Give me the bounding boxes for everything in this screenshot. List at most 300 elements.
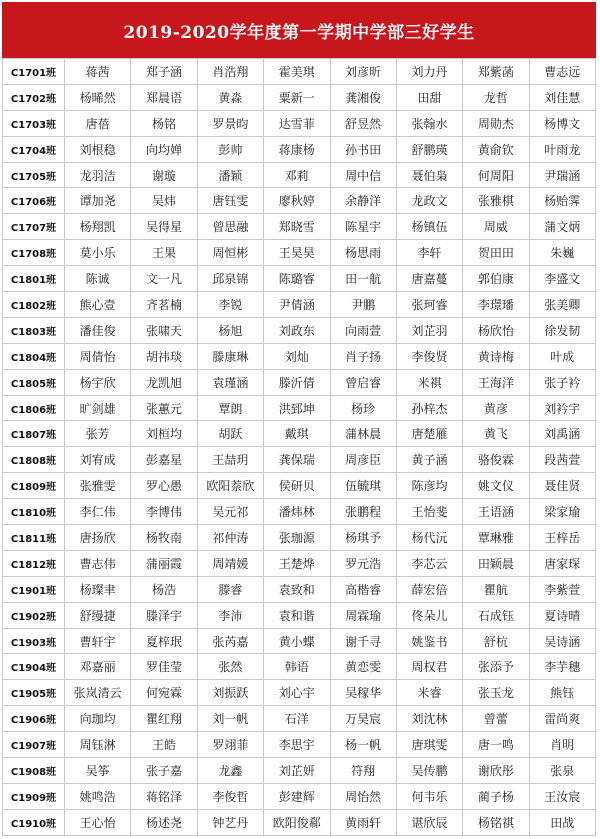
student-name: 蒲林晨 [330,421,396,447]
student-name: 曾蕾 [463,706,529,732]
student-name: 高楷睿 [330,576,396,602]
student-name: 王梓岳 [529,525,595,551]
student-name: 张芮嘉 [197,628,263,654]
student-name: 夏诗晴 [529,602,595,628]
student-name: 刘沈林 [396,706,462,732]
class-label: C1708班 [3,240,65,266]
student-name: 黄子涵 [396,447,462,473]
class-label: C1802班 [3,292,65,318]
student-name: 杨思雨 [330,240,396,266]
student-name: 张玉龙 [463,680,529,706]
student-name: 张啸天 [131,317,197,343]
student-name: 刘灿 [264,343,330,369]
student-name: 吴炜 [131,188,197,214]
student-name: 谢璇 [131,162,197,188]
student-name: 伍毓琪 [330,473,396,499]
class-label: C1705班 [3,162,65,188]
table-row [3,550,596,576]
student-name: 王楚烨 [264,550,330,576]
student-name: 尹鹏 [330,292,396,318]
student-name: 向珈均 [65,706,131,732]
student-name: 李俊哲 [197,783,263,809]
student-name: 舒鹏瑛 [396,136,462,162]
table-row [3,628,596,654]
student-name: 李紫萱 [529,576,595,602]
student-name: 张珂睿 [396,292,462,318]
student-name: 彭帅 [197,136,263,162]
student-name: 张然 [197,654,263,680]
student-name: 黄飞 [463,421,529,447]
student-name: 万昊宸 [330,706,396,732]
student-name: 罗景昀 [197,110,263,136]
class-label: C1704班 [3,136,65,162]
student-name: 田甜 [396,84,462,110]
student-name: 刘力丹 [396,59,462,85]
student-name: 郭伯康 [463,266,529,292]
student-name: 杨镇伍 [396,214,462,240]
student-name: 杨贻霁 [529,188,595,214]
student-name: 刘芷羽 [396,317,462,343]
student-name: 邓莉 [264,162,330,188]
student-name: 李思宇 [264,732,330,758]
table-row [3,110,596,136]
student-name: 王昊昊 [264,240,330,266]
student-name: 周勋杰 [463,110,529,136]
student-name: 滕沂倩 [264,369,330,395]
student-name: 王汝宸 [529,783,595,809]
student-name: 张泉 [529,758,595,784]
student-name: 谢千寻 [330,628,396,654]
student-name: 曹志远 [529,59,595,85]
student-name: 吴筝 [65,758,131,784]
student-name: 谢欣彤 [463,758,529,784]
student-name: 齐茗楠 [131,292,197,318]
student-name: 杨一帆 [330,732,396,758]
student-name: 杨述尧 [131,809,197,835]
table-row [3,84,596,110]
table-row [3,59,596,85]
student-name: 陈璐睿 [264,266,330,292]
student-name: 李盛文 [529,266,595,292]
table-row [3,809,596,835]
student-name: 王语涵 [463,499,529,525]
student-name: 唐楚雁 [396,421,462,447]
student-name: 王皓 [131,732,197,758]
student-name: 余静洋 [330,188,396,214]
student-name: 唐一鸣 [463,732,529,758]
table-row [3,188,596,214]
table-row [3,654,596,680]
student-name: 旷剑雄 [65,395,131,421]
student-name: 钟艺丹 [197,809,263,835]
class-label: C1702班 [3,84,65,110]
student-name: 覃琳雅 [463,525,529,551]
student-name: 莫小乐 [65,240,131,266]
student-name: 王海洋 [463,369,529,395]
student-name: 薛宏倍 [396,576,462,602]
student-name: 滕泽宇 [131,602,197,628]
student-name: 唐琪雯 [396,732,462,758]
student-name: 廖秋婷 [264,188,330,214]
table-row [3,473,596,499]
student-name: 段茜萱 [529,447,595,473]
student-name: 罗元浩 [330,550,396,576]
student-name: 李仁伟 [65,499,131,525]
student-name: 覃朗 [197,395,263,421]
student-name: 王果 [131,240,197,266]
table-row [3,266,596,292]
student-name: 李芯云 [396,550,462,576]
student-name: 胡祎琰 [131,343,197,369]
student-name: 肖浩翔 [197,59,263,85]
class-label: C1910班 [3,809,65,835]
student-name: 姚鉴书 [396,628,462,654]
class-label: C1908班 [3,758,65,784]
student-name: 向雨萱 [330,317,396,343]
table-row [3,499,596,525]
student-name: 滕康琳 [197,343,263,369]
student-name: 粟新一 [264,84,330,110]
class-label: C1812班 [3,550,65,576]
student-name: 罗心愚 [131,473,197,499]
student-name: 吴得星 [131,214,197,240]
class-label: C1801班 [3,266,65,292]
student-name: 邱泉锦 [197,266,263,292]
student-name: 徐发韧 [529,317,595,343]
student-name: 孙梓杰 [396,395,462,421]
student-name: 李锐 [197,292,263,318]
student-name: 欧阳俊郗 [264,809,330,835]
student-name: 周威 [463,214,529,240]
student-name: 刘桓均 [131,421,197,447]
student-name: 霍美琪 [264,59,330,85]
student-name: 朱巍 [529,240,595,266]
honor-roll-table [2,58,596,836]
student-name: 刘彦昕 [330,59,396,85]
class-label: C1811班 [3,525,65,551]
student-name: 何周阳 [463,162,529,188]
student-name: 石成钰 [463,602,529,628]
student-name: 蔺子杨 [463,783,529,809]
student-name: 叶成 [529,343,595,369]
student-name: 向均婵 [131,136,197,162]
table-row [3,680,596,706]
student-name: 龚保瑞 [264,447,330,473]
table-row [3,395,596,421]
student-name: 黄淼 [197,84,263,110]
student-name: 佟朵儿 [396,602,462,628]
student-name: 蒲文炳 [529,214,595,240]
student-name: 姚文仪 [463,473,529,499]
student-name: 张芳 [65,421,131,447]
class-label: C1808班 [3,447,65,473]
student-name: 黄彦 [463,395,529,421]
class-label: C1907班 [3,732,65,758]
student-name: 戴琪 [264,421,330,447]
student-name: 龙羽洁 [65,162,131,188]
student-name: 聂伯枭 [396,162,462,188]
student-name: 李芋穗 [529,654,595,680]
class-label: C1701班 [3,59,65,85]
student-name: 黄小蝶 [264,628,330,654]
class-label: C1901班 [3,576,65,602]
student-name: 吴元祁 [197,499,263,525]
student-name: 滕睿 [197,576,263,602]
student-name: 李沛 [197,602,263,628]
student-name: 达雪菲 [264,110,330,136]
table-row [3,317,596,343]
student-name: 杨铭 [131,110,197,136]
student-name: 张雅雯 [65,473,131,499]
student-name: 周靖媛 [197,550,263,576]
student-name: 邓嘉丽 [65,654,131,680]
student-name: 蒋铭泽 [131,783,197,809]
student-name: 王喆玥 [197,447,263,473]
student-name: 蒋康杨 [264,136,330,162]
student-name: 龙哲 [463,84,529,110]
table-row [3,706,596,732]
class-label: C1810班 [3,499,65,525]
class-label: C1804班 [3,343,65,369]
student-name: 尹瑞涵 [529,162,595,188]
class-label: C1803班 [3,317,65,343]
student-name: 周恒彬 [197,240,263,266]
student-name: 周彦臣 [330,447,396,473]
student-name: 杨浩 [131,576,197,602]
student-name: 舒缦捷 [65,602,131,628]
student-name: 郑晨语 [131,84,197,110]
honor-roll-table-body [3,59,596,836]
student-name: 曹志伟 [65,550,131,576]
student-name: 刘佳慧 [529,84,595,110]
student-name: 肖明 [529,732,595,758]
student-name: 田战 [529,809,595,835]
student-name: 何宛霖 [131,680,197,706]
student-name: 吴稼华 [330,680,396,706]
student-name: 洪郅坤 [264,395,330,421]
student-name: 符翔 [330,758,396,784]
student-name: 黄雨轩 [330,809,396,835]
table-row [3,525,596,551]
student-name: 吴传鹏 [396,758,462,784]
table-row [3,240,596,266]
student-name: 李博伟 [131,499,197,525]
student-name: 杨铭祺 [463,809,529,835]
class-label: C1706班 [3,188,65,214]
table-row [3,292,596,318]
student-name: 瞿红翔 [131,706,197,732]
student-name: 熊心壹 [65,292,131,318]
student-name: 杨琪予 [330,525,396,551]
student-name: 曾启睿 [330,369,396,395]
student-name: 唐嘉蔓 [396,266,462,292]
student-name: 梁家瑜 [529,499,595,525]
student-name: 谭加尧 [65,188,131,214]
class-label: C1904班 [3,654,65,680]
student-name: 龙凯旭 [131,369,197,395]
student-name: 田颖晨 [463,550,529,576]
class-label: C1902班 [3,602,65,628]
student-name: 聂佳贤 [529,473,595,499]
student-name: 胡跃 [197,421,263,447]
student-name: 周中信 [330,162,396,188]
student-name: 周钰淋 [65,732,131,758]
class-label: C1707班 [3,214,65,240]
student-name: 龙鑫 [197,758,263,784]
class-label: C1703班 [3,110,65,136]
student-name: 陈彦均 [396,473,462,499]
student-name: 米祺 [396,369,462,395]
student-name: 叶雨龙 [529,136,595,162]
student-name: 杨晞然 [65,84,131,110]
class-label: C1909班 [3,783,65,809]
student-name: 文一凡 [131,266,197,292]
student-name: 杨翔凯 [65,214,131,240]
student-name: 张鹏程 [330,499,396,525]
page-title: 2019-2020学年度第一学期中学部三好学生 [2,2,596,58]
student-name: 欧阳萘欣 [197,473,263,499]
student-name: 熊钰 [529,680,595,706]
student-name: 雷尚爽 [529,706,595,732]
student-name: 石洋 [264,706,330,732]
student-name: 周权君 [396,654,462,680]
student-name: 刘宥成 [65,447,131,473]
student-name: 郑晓雪 [264,214,330,240]
student-name: 姚鸣浩 [65,783,131,809]
class-label: C1903班 [3,628,65,654]
student-name: 刘振跃 [197,680,263,706]
student-name: 黄俞钦 [463,136,529,162]
student-name: 舒昱然 [330,110,396,136]
class-label: C1809班 [3,473,65,499]
student-name: 郑紫菡 [463,59,529,85]
student-name: 周倩怡 [65,343,131,369]
student-name: 唐扬欣 [65,525,131,551]
student-name: 杨璨聿 [65,576,131,602]
student-name: 周怡然 [330,783,396,809]
student-name: 杨珍 [330,395,396,421]
student-name: 侯研贝 [264,473,330,499]
student-name: 舒杭 [463,628,529,654]
student-name: 尹倩涵 [264,292,330,318]
student-name: 郑子涵 [131,59,197,85]
table-row [3,369,596,395]
student-name: 李俊贤 [396,343,462,369]
student-name: 张子嘉 [131,758,197,784]
student-name: 骆俊霖 [463,447,529,473]
table-row [3,214,596,240]
student-name: 陈星宇 [330,214,396,240]
class-label: C1906班 [3,706,65,732]
student-name: 刘禹涵 [529,421,595,447]
class-label: C1805班 [3,369,65,395]
student-name: 杨博文 [529,110,595,136]
student-name: 彭建辉 [264,783,330,809]
student-name: 周霖瑜 [330,602,396,628]
student-name: 王怡斐 [396,499,462,525]
class-label: C1807班 [3,421,65,447]
student-name: 王心怡 [65,809,131,835]
student-name: 刘芷妍 [264,758,330,784]
student-name: 米睿 [396,680,462,706]
student-name: 杨牧南 [131,525,197,551]
student-name: 张添予 [463,654,529,680]
student-name: 刘衿宇 [529,395,595,421]
student-name: 黄诗梅 [463,343,529,369]
table-row [3,783,596,809]
student-name: 张珈源 [264,525,330,551]
table-row [3,602,596,628]
student-name: 张美卿 [529,292,595,318]
student-name: 张雅棋 [463,188,529,214]
student-name: 何韦乐 [396,783,462,809]
student-name: 袁和谐 [264,602,330,628]
student-name: 潘颖 [197,162,263,188]
student-name: 谌欣辰 [396,809,462,835]
student-name: 唐蓓 [65,110,131,136]
student-name: 李轩 [396,240,462,266]
student-name: 彭嘉星 [131,447,197,473]
student-name: 孙书田 [330,136,396,162]
student-name: 龙政文 [396,188,462,214]
student-name: 夏梓珉 [131,628,197,654]
student-name: 蒲丽霞 [131,550,197,576]
student-name: 刘政东 [264,317,330,343]
student-name: 祁仲涛 [197,525,263,551]
student-name: 黄恋雯 [330,654,396,680]
table-row [3,758,596,784]
student-name: 杨旭 [197,317,263,343]
student-name: 贺田田 [463,240,529,266]
student-name: 罗翊菲 [197,732,263,758]
table-row [3,447,596,473]
student-name: 刘一帆 [197,706,263,732]
student-name: 田一航 [330,266,396,292]
table-row [3,343,596,369]
student-name: 李璟璠 [463,292,529,318]
student-name: 潘佳俊 [65,317,131,343]
table-row [3,421,596,447]
student-name: 瞿航 [463,576,529,602]
student-name: 唐钰雯 [197,188,263,214]
student-name: 韩语 [264,654,330,680]
student-name: 袁瑾涵 [197,369,263,395]
student-name: 肖子扬 [330,343,396,369]
student-name: 陈诚 [65,266,131,292]
student-name: 刘根稳 [65,136,131,162]
student-name: 蒋茜 [65,59,131,85]
student-name: 唐家琛 [529,550,595,576]
student-name: 张岚清云 [65,680,131,706]
table-row [3,732,596,758]
table-row [3,136,596,162]
student-name: 张子衿 [529,369,595,395]
student-name: 杨欣怡 [463,317,529,343]
student-name: 袁致和 [264,576,330,602]
student-name: 罗佳莹 [131,654,197,680]
table-row [3,576,596,602]
student-name: 曹轩宇 [65,628,131,654]
student-name: 曾思融 [197,214,263,240]
class-label: C1905班 [3,680,65,706]
student-name: 刘心宇 [264,680,330,706]
student-name: 杨代沅 [396,525,462,551]
student-name: 吴诗涵 [529,628,595,654]
student-name: 杨宇欣 [65,369,131,395]
class-label: C1806班 [3,395,65,421]
student-name: 龚湘俊 [330,84,396,110]
student-name: 潘炜林 [264,499,330,525]
